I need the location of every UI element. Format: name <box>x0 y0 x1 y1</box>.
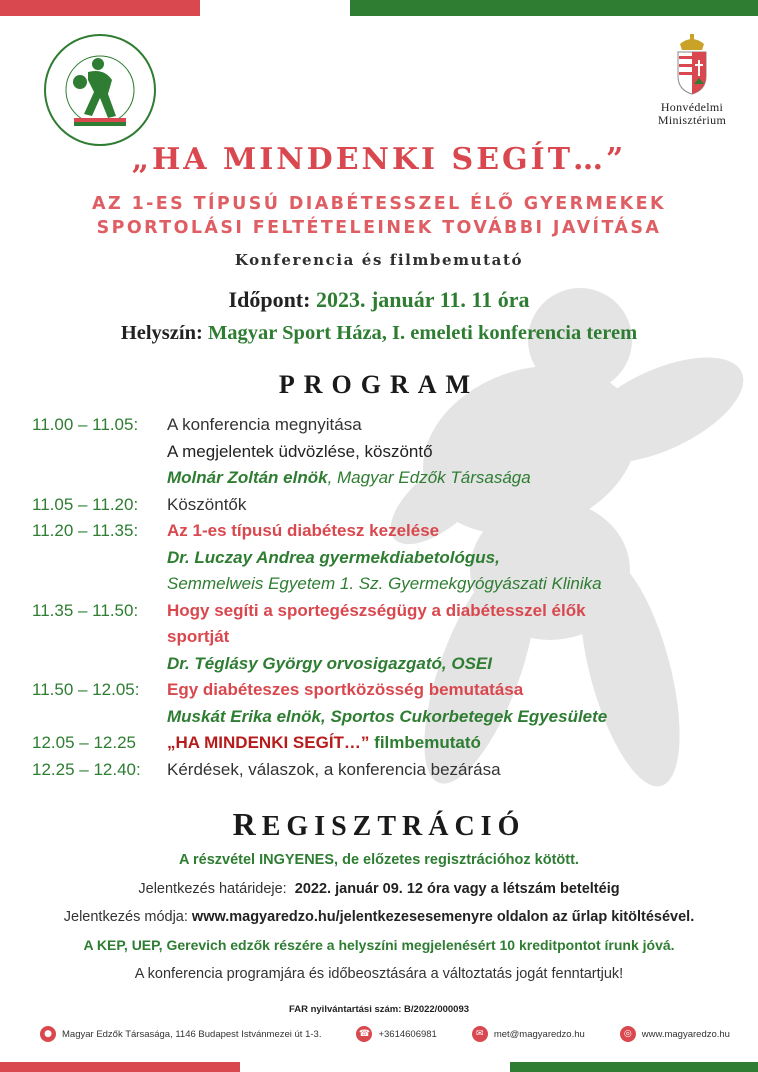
row-time: 11.05 – 11.20: <box>32 494 139 514</box>
time-value: 2023. január 11. 11 óra <box>315 287 530 312</box>
speaker-org: , Magyar Edzők Társasága <box>327 468 531 487</box>
footer-address <box>40 1026 321 1042</box>
subtitle-line-2: SPORTOLÁSI FELTÉTELEINEK TOVÁBBI JAVÍTÁSA <box>96 218 662 238</box>
subtitle-line-1: AZ 1-ES TÍPUSÚ DIABÉTESSZEL ÉLŐ GYERMEKEK <box>92 194 666 214</box>
coat-of-arms-icon <box>672 34 712 96</box>
bottom-stripe <box>0 1062 758 1072</box>
footer <box>40 1024 730 1044</box>
row-text: Hogy segíti a sportegészségügy a diabétesszel élők <box>167 600 586 620</box>
registration-heading-first: R <box>232 806 262 842</box>
row-text: Az 1-es típusú diabétesz kezelése <box>167 521 440 540</box>
row-speaker: Dr. Luczay Andrea gyermekdiabetológus, <box>167 547 500 567</box>
program-row <box>32 598 732 625</box>
program-row <box>32 518 732 545</box>
deadline <box>0 881 758 897</box>
subtitle <box>0 192 758 240</box>
row-text: A konferencia megnyitása <box>167 415 362 434</box>
place-label: Helyszín <box>120 322 196 344</box>
method <box>0 909 758 925</box>
program-row <box>32 412 732 439</box>
ministry-logo <box>642 34 742 129</box>
address-text: Magyar Edzők Társasága, 1146 Budapest Istvánmezei út 1-3. <box>62 1028 322 1040</box>
row-speaker: Dr. Téglásy György orvosigazgató, OSEI <box>167 653 492 673</box>
row-text <box>167 730 732 757</box>
phone-icon: ☎ <box>356 1026 372 1042</box>
location-pin-icon: ● <box>40 1026 56 1042</box>
row-time: 11.35 – 11.50: <box>32 600 139 620</box>
speaker-name: Molnár Zoltán elnök <box>167 468 328 487</box>
ministry-name-line1: Honvédelmi <box>660 100 724 114</box>
email-text[interactable]: met@magyaredzo.hu <box>493 1028 585 1040</box>
row-time: 12.25 – 12.40: <box>32 759 141 779</box>
method-label: Jelentkezés módja: <box>63 909 188 925</box>
row-text: Kérdések, válaszok, a konferencia bezárása <box>167 759 501 779</box>
row-text: Egy diabéteszes sportközösség bemutatása <box>167 680 524 699</box>
program-heading: PROGRAM <box>278 370 480 399</box>
row-speaker <box>32 465 732 492</box>
ministry-name-line2: Minisztérium <box>657 113 727 127</box>
row-text-line2: sportját <box>167 627 230 646</box>
film-title: „HA MINDENKI SEGÍT…” <box>167 733 370 752</box>
top-stripe <box>0 0 758 16</box>
program-row <box>32 677 732 704</box>
globe-icon: ◎ <box>620 1026 636 1042</box>
web-text[interactable]: www.magyaredzo.hu <box>641 1028 730 1040</box>
row-time: 12.05 – 12.25 <box>32 733 136 752</box>
row-time: 11.00 – 11.05: <box>32 415 139 434</box>
registration-heading <box>0 806 758 843</box>
footer-web[interactable] <box>620 1026 730 1042</box>
place-value: Magyar Sport Háza, I. emeleti konferencia terem <box>207 322 638 344</box>
disclaimer: A konferencia programjára és időbeosztására a változtatás jogát fenntartjuk! <box>134 966 624 982</box>
row-speaker: Muskát Erika elnök, Sportos Cukorbetegek Egyesülete <box>167 706 608 726</box>
program-row <box>32 757 732 784</box>
row-speaker-org: Semmelweis Egyetem 1. Sz. Gyermekgyógyászati Klinika <box>167 574 602 593</box>
registration-heading-rest: EGISZTRÁCIÓ <box>261 811 526 842</box>
film-suffix: filmbemutató <box>369 733 481 752</box>
phone-text[interactable]: +3614606981 <box>378 1028 437 1040</box>
row-time: 11.50 – 12.05: <box>32 680 140 699</box>
program-row <box>32 730 732 757</box>
page-title: „HA MINDENKI SEGÍT…” <box>131 142 627 177</box>
program-schedule <box>32 412 732 783</box>
method-value: www.magyaredzo.hu/jelentkezesesemenyre oldalon az űrlap kitöltésével. <box>191 909 695 925</box>
deadline-value: 2022. január 09. 12 óra vagy a létszám beteltéig <box>294 881 620 897</box>
footer-phone[interactable] <box>356 1026 436 1042</box>
row-time: 11.20 – 11.35: <box>32 521 139 540</box>
program-row <box>32 492 732 519</box>
footer-email[interactable] <box>472 1026 585 1042</box>
row-text: Köszöntők <box>167 494 247 514</box>
event-time: Időpont: 2023. január 11. 11 óra <box>228 287 530 312</box>
free-note: A részvétel INGYENES, de előzetes regisztrációhoz kötött. <box>179 852 579 868</box>
time-label: Időpont <box>228 287 304 312</box>
far-number: FAR nyilvántartási szám: B/2022/000093 <box>288 1004 470 1015</box>
magyar-edzok-tarsasaga-logo <box>42 32 158 148</box>
event-place: Helyszín: Magyar Sport Háza, I. emeleti konferencia terem <box>120 322 638 344</box>
event-type: Konferencia és filmbemutató <box>234 251 524 269</box>
email-icon: ✉ <box>472 1026 488 1042</box>
row-text-line2: A megjelentek üdvözlése, köszöntő <box>167 441 433 461</box>
credits-note: A KEP, UEP, Gerevich edzők részére a helyszíni megjelenésért 10 kreditpontot írunk jóvá. <box>83 937 675 953</box>
deadline-label: Jelentkezés határideje: <box>138 881 287 897</box>
